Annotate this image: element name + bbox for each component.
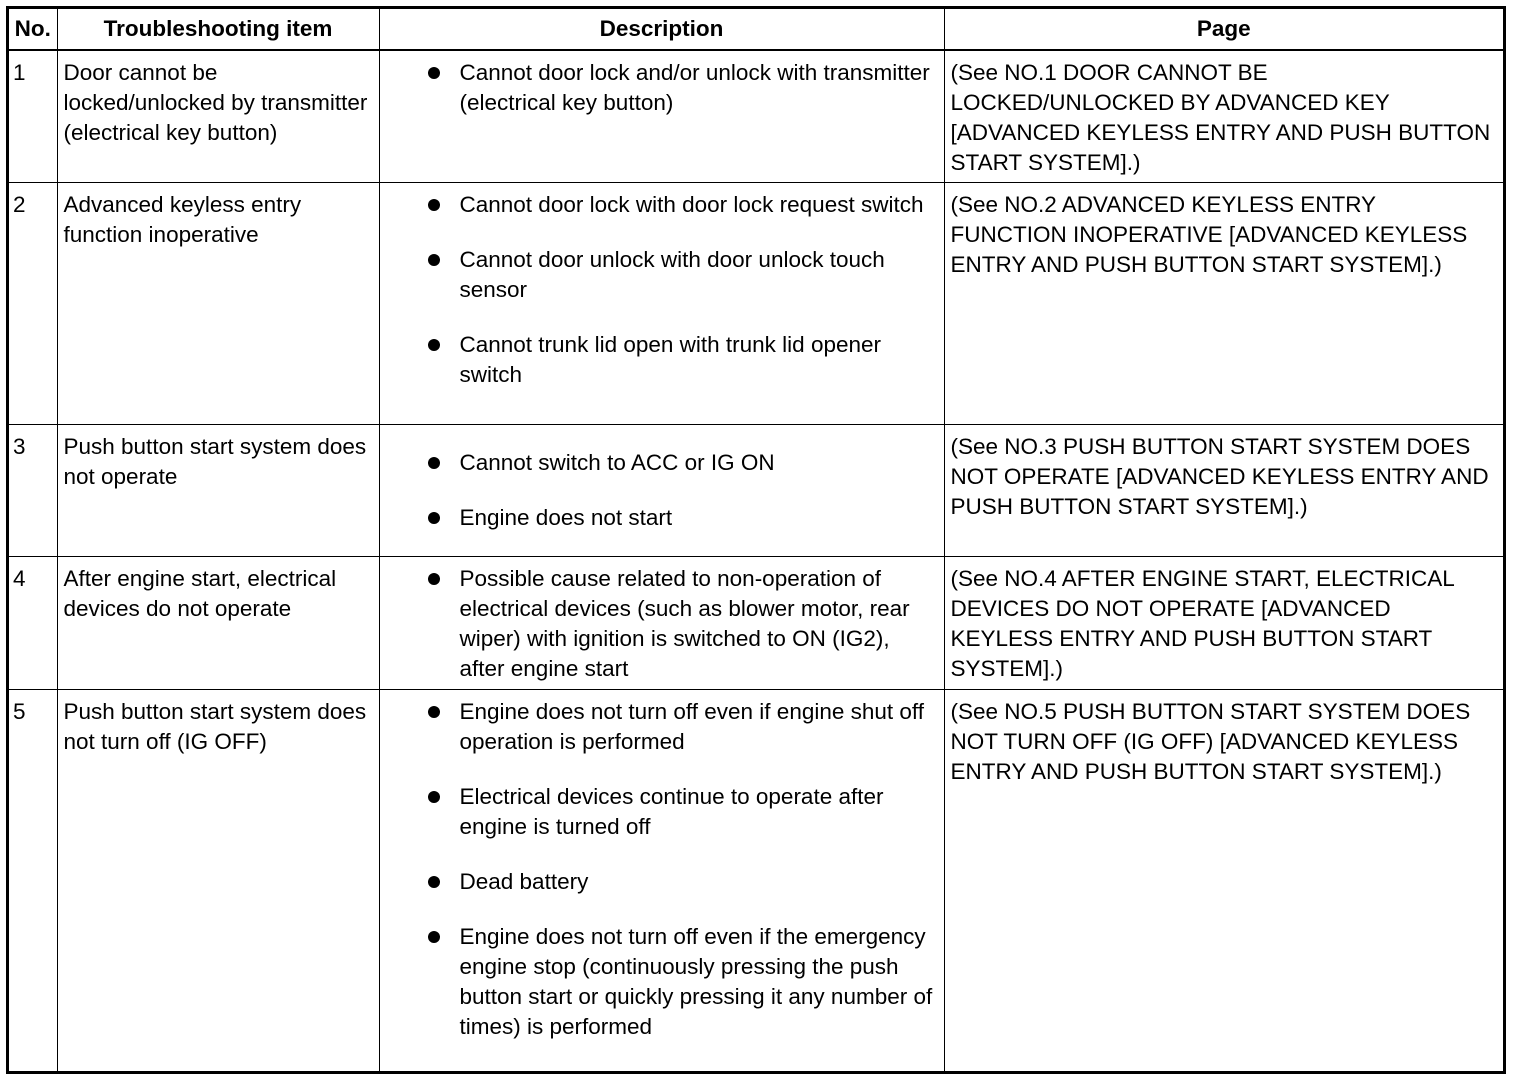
- bullet-icon: [428, 457, 440, 469]
- description-text: Dead battery: [459, 868, 589, 894]
- description-item: [380, 245, 938, 305]
- table-row: [9, 424, 1503, 556]
- header-page: Page: [944, 9, 1503, 50]
- description-item: [380, 330, 938, 390]
- row-number: 2: [9, 182, 57, 424]
- description-text: Engine does not start: [459, 504, 673, 530]
- troubleshooting-table-frame: [6, 6, 1506, 1074]
- description-text: Cannot door lock with door lock request switch: [459, 191, 924, 217]
- row-number: 3: [9, 424, 57, 556]
- bullet-icon: [428, 876, 440, 888]
- bullet-icon: [428, 791, 440, 803]
- description-list: [380, 58, 938, 118]
- description-cell: [379, 556, 944, 689]
- description-item: [380, 564, 938, 684]
- row-number: 5: [9, 689, 57, 1071]
- description-cell: [379, 689, 944, 1071]
- table-row: [9, 556, 1503, 689]
- troubleshooting-item: Advanced keyless entry function inoperative: [57, 182, 379, 424]
- table-row: [9, 50, 1503, 182]
- description-cell: [379, 50, 944, 182]
- troubleshooting-table: [9, 9, 1503, 1071]
- page-reference: (See NO.4 AFTER ENGINE START, ELECTRICAL DEVICES DO NOT OPERATE [ADVANCED KEYLESS ENTRY AND PUSH BUTTON START SYSTEM].): [944, 556, 1503, 689]
- page-reference: (See NO.1 DOOR CANNOT BE LOCKED/UNLOCKED BY ADVANCED KEY [ADVANCED KEYLESS ENTRY AND PUSH BUTTON START SYSTEM].): [944, 50, 1503, 182]
- troubleshooting-item: Push button start system does not operate: [57, 424, 379, 556]
- description-item: [380, 190, 938, 220]
- table-row: [9, 182, 1503, 424]
- description-text: Engine does not turn off even if the emergency engine stop (continuously pressing the push button start or quickly pressing it any number of times) is performed: [459, 923, 933, 1039]
- header-troubleshooting-item: Troubleshooting item: [57, 9, 379, 50]
- description-item: [380, 782, 938, 842]
- page-reference: (See NO.3 PUSH BUTTON START SYSTEM DOES NOT OPERATE [ADVANCED KEYLESS ENTRY AND PUSH BUTTON START SYSTEM].): [944, 424, 1503, 556]
- bullet-icon: [428, 254, 440, 266]
- header-description: Description: [379, 9, 944, 50]
- row-number: 4: [9, 556, 57, 689]
- bullet-icon: [428, 706, 440, 718]
- description-item: [380, 922, 938, 1042]
- troubleshooting-item: After engine start, electrical devices do not operate: [57, 556, 379, 689]
- description-text: Cannot door unlock with door unlock touch sensor: [459, 246, 885, 302]
- bullet-icon: [428, 67, 440, 79]
- description-text: Cannot trunk lid open with trunk lid opener switch: [459, 331, 882, 387]
- bullet-icon: [428, 512, 440, 524]
- description-text: Electrical devices continue to operate after engine is turned off: [459, 783, 884, 839]
- description-item: [380, 697, 938, 757]
- description-text: Engine does not turn off even if engine shut off operation is performed: [459, 698, 925, 754]
- bullet-icon: [428, 339, 440, 351]
- table-row: [9, 689, 1503, 1071]
- troubleshooting-item: Push button start system does not turn off (IG OFF): [57, 689, 379, 1071]
- description-item: [380, 58, 938, 118]
- description-item: [380, 448, 938, 478]
- description-item: [380, 503, 938, 533]
- description-cell: [379, 182, 944, 424]
- page-reference: (See NO.5 PUSH BUTTON START SYSTEM DOES NOT TURN OFF (IG OFF) [ADVANCED KEYLESS ENTRY AND PUSH BUTTON START SYSTEM].): [944, 689, 1503, 1071]
- page-reference: (See NO.2 ADVANCED KEYLESS ENTRY FUNCTION INOPERATIVE [ADVANCED KEYLESS ENTRY AND PUSH BUTTON START SYSTEM].): [944, 182, 1503, 424]
- table-header-row: [9, 9, 1503, 50]
- bullet-icon: [428, 931, 440, 943]
- description-list: [380, 564, 938, 684]
- bullet-icon: [428, 573, 440, 585]
- troubleshooting-item: Door cannot be locked/unlocked by transmitter (electrical key button): [57, 50, 379, 182]
- description-list: [380, 190, 938, 390]
- description-list: [380, 697, 938, 1042]
- row-number: 1: [9, 50, 57, 182]
- description-text: Cannot door lock and/or unlock with transmitter (electrical key button): [459, 60, 930, 115]
- bullet-icon: [428, 199, 440, 211]
- description-text: Possible cause related to non-operation of electrical devices (such as blower motor, rear wiper) with ignition is switched to ON (IG2), after engine start: [459, 565, 910, 681]
- description-text: Cannot switch to ACC or IG ON: [459, 449, 775, 475]
- description-item: [380, 867, 938, 897]
- description-list: [380, 448, 938, 533]
- description-cell: [379, 424, 944, 556]
- header-no: No.: [9, 9, 57, 50]
